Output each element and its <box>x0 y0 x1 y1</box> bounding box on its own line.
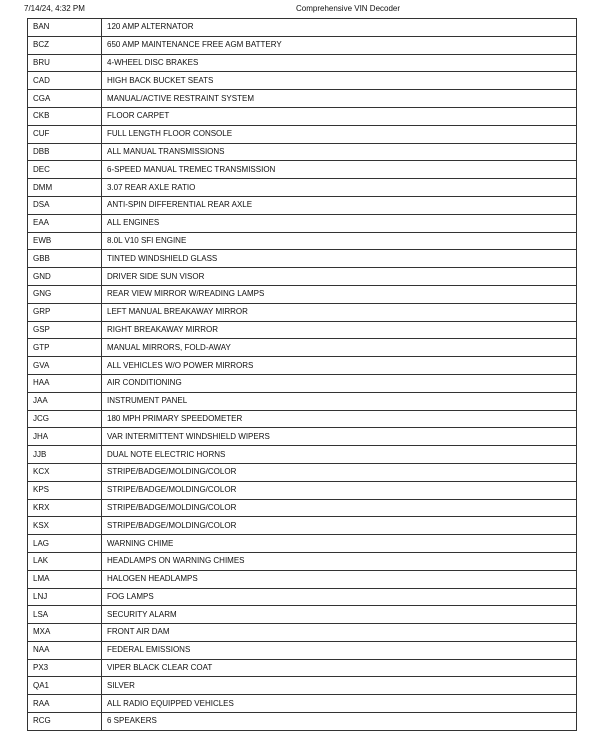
option-code-cell: QA1 <box>28 677 102 695</box>
option-code-cell: LAK <box>28 552 102 570</box>
option-code-cell: HAA <box>28 374 102 392</box>
option-description-cell: FEDERAL EMISSIONS <box>102 641 577 659</box>
table-row <box>28 713 577 731</box>
table-row <box>28 19 577 37</box>
option-code-cell: CAD <box>28 72 102 90</box>
option-description-cell: STRIPE/BADGE/MOLDING/COLOR <box>102 517 577 535</box>
option-description-cell: 8.0L V10 SFI ENGINE <box>102 232 577 250</box>
option-code-cell: LAG <box>28 535 102 553</box>
option-description-cell: FULL LENGTH FLOOR CONSOLE <box>102 125 577 143</box>
option-code-cell: DEC <box>28 161 102 179</box>
table-row <box>28 72 577 90</box>
option-description-cell: SILVER <box>102 677 577 695</box>
option-description-cell: LEFT MANUAL BREAKAWAY MIRROR <box>102 303 577 321</box>
table-row <box>28 624 577 642</box>
table-row <box>28 481 577 499</box>
table-row <box>28 357 577 375</box>
table-row <box>28 517 577 535</box>
table-row <box>28 410 577 428</box>
option-description-cell: REAR VIEW MIRROR W/READING LAMPS <box>102 285 577 303</box>
option-description-cell: FLOOR CARPET <box>102 107 577 125</box>
option-code-cell: JHA <box>28 428 102 446</box>
option-description-cell: HIGH BACK BUCKET SEATS <box>102 72 577 90</box>
table-row <box>28 374 577 392</box>
table-row <box>28 570 577 588</box>
table-row <box>28 125 577 143</box>
table-row <box>28 695 577 713</box>
option-description-cell: ALL VEHICLES W/O POWER MIRRORS <box>102 357 577 375</box>
table-row <box>28 54 577 72</box>
page-header <box>0 4 600 18</box>
option-code-cell: GRP <box>28 303 102 321</box>
option-code-cell: DBB <box>28 143 102 161</box>
table-row <box>28 232 577 250</box>
option-code-cell: LNJ <box>28 588 102 606</box>
vin-code-table <box>27 18 577 731</box>
option-code-cell: GND <box>28 268 102 286</box>
option-code-cell: EAA <box>28 214 102 232</box>
table-row <box>28 499 577 517</box>
option-description-cell: DUAL NOTE ELECTRIC HORNS <box>102 446 577 464</box>
option-description-cell: FOG LAMPS <box>102 588 577 606</box>
print-datetime: 7/14/24, 4:32 PM <box>24 4 85 13</box>
option-code-cell: LSA <box>28 606 102 624</box>
option-description-cell: DRIVER SIDE SUN VISOR <box>102 268 577 286</box>
option-code-cell: GNG <box>28 285 102 303</box>
option-description-cell: ANTI-SPIN DIFFERENTIAL REAR AXLE <box>102 196 577 214</box>
option-description-cell: FRONT AIR DAM <box>102 624 577 642</box>
option-description-cell: 650 AMP MAINTENANCE FREE AGM BATTERY <box>102 36 577 54</box>
table-row <box>28 196 577 214</box>
option-description-cell: 4-WHEEL DISC BRAKES <box>102 54 577 72</box>
option-description-cell: ALL ENGINES <box>102 214 577 232</box>
option-code-cell: RCG <box>28 713 102 731</box>
option-description-cell: MANUAL/ACTIVE RESTRAINT SYSTEM <box>102 90 577 108</box>
option-description-cell: ALL MANUAL TRANSMISSIONS <box>102 143 577 161</box>
option-description-cell: 3.07 REAR AXLE RATIO <box>102 179 577 197</box>
option-description-cell: STRIPE/BADGE/MOLDING/COLOR <box>102 499 577 517</box>
option-description-cell: AIR CONDITIONING <box>102 374 577 392</box>
table-row <box>28 428 577 446</box>
option-code-cell: CKB <box>28 107 102 125</box>
table-row <box>28 606 577 624</box>
table-row <box>28 161 577 179</box>
table-row <box>28 588 577 606</box>
option-code-cell: KRX <box>28 499 102 517</box>
option-code-cell: JCG <box>28 410 102 428</box>
option-description-cell: TINTED WINDSHIELD GLASS <box>102 250 577 268</box>
table-row <box>28 179 577 197</box>
option-description-cell: HEADLAMPS ON WARNING CHIMES <box>102 552 577 570</box>
table-row <box>28 90 577 108</box>
option-code-cell: KPS <box>28 481 102 499</box>
option-code-cell: BAN <box>28 19 102 37</box>
option-description-cell: STRIPE/BADGE/MOLDING/COLOR <box>102 463 577 481</box>
option-description-cell: ALL RADIO EQUIPPED VEHICLES <box>102 695 577 713</box>
option-code-cell: EWB <box>28 232 102 250</box>
option-description-cell: VIPER BLACK CLEAR COAT <box>102 659 577 677</box>
option-description-cell: HALOGEN HEADLAMPS <box>102 570 577 588</box>
table-row <box>28 677 577 695</box>
option-code-cell: LMA <box>28 570 102 588</box>
option-description-cell: MANUAL MIRRORS, FOLD-AWAY <box>102 339 577 357</box>
table-row <box>28 535 577 553</box>
option-code-cell: CUF <box>28 125 102 143</box>
table-row <box>28 303 577 321</box>
option-description-cell: SECURITY ALARM <box>102 606 577 624</box>
option-code-cell: DMM <box>28 179 102 197</box>
table-row <box>28 463 577 481</box>
option-code-cell: JAA <box>28 392 102 410</box>
table-row <box>28 321 577 339</box>
table-row <box>28 36 577 54</box>
table-row <box>28 552 577 570</box>
table-row <box>28 268 577 286</box>
option-description-cell: WARNING CHIME <box>102 535 577 553</box>
option-code-cell: KSX <box>28 517 102 535</box>
option-code-cell: DSA <box>28 196 102 214</box>
option-code-cell: RAA <box>28 695 102 713</box>
option-description-cell: RIGHT BREAKAWAY MIRROR <box>102 321 577 339</box>
option-code-cell: BCZ <box>28 36 102 54</box>
option-code-cell: GTP <box>28 339 102 357</box>
table-row <box>28 107 577 125</box>
option-code-cell: PX3 <box>28 659 102 677</box>
vin-code-table-body <box>28 19 577 731</box>
option-code-cell: GBB <box>28 250 102 268</box>
option-description-cell: 180 MPH PRIMARY SPEEDOMETER <box>102 410 577 428</box>
table-row <box>28 446 577 464</box>
table-row <box>28 285 577 303</box>
option-code-cell: CGA <box>28 90 102 108</box>
table-row <box>28 143 577 161</box>
option-code-cell: JJB <box>28 446 102 464</box>
option-code-cell: KCX <box>28 463 102 481</box>
page-title: Comprehensive VIN Decoder <box>296 4 401 13</box>
option-code-cell: BRU <box>28 54 102 72</box>
table-row <box>28 250 577 268</box>
option-code-cell: GSP <box>28 321 102 339</box>
option-code-cell: NAA <box>28 641 102 659</box>
option-description-cell: 6 SPEAKERS <box>102 713 577 731</box>
table-row <box>28 339 577 357</box>
table-row <box>28 659 577 677</box>
table-row <box>28 641 577 659</box>
option-description-cell: STRIPE/BADGE/MOLDING/COLOR <box>102 481 577 499</box>
option-description-cell: VAR INTERMITTENT WINDSHIELD WIPERS <box>102 428 577 446</box>
table-row <box>28 392 577 410</box>
option-description-cell: INSTRUMENT PANEL <box>102 392 577 410</box>
option-description-cell: 120 AMP ALTERNATOR <box>102 19 577 37</box>
table-row <box>28 214 577 232</box>
option-description-cell: 6-SPEED MANUAL TREMEC TRANSMISSION <box>102 161 577 179</box>
option-code-cell: GVA <box>28 357 102 375</box>
option-code-cell: MXA <box>28 624 102 642</box>
